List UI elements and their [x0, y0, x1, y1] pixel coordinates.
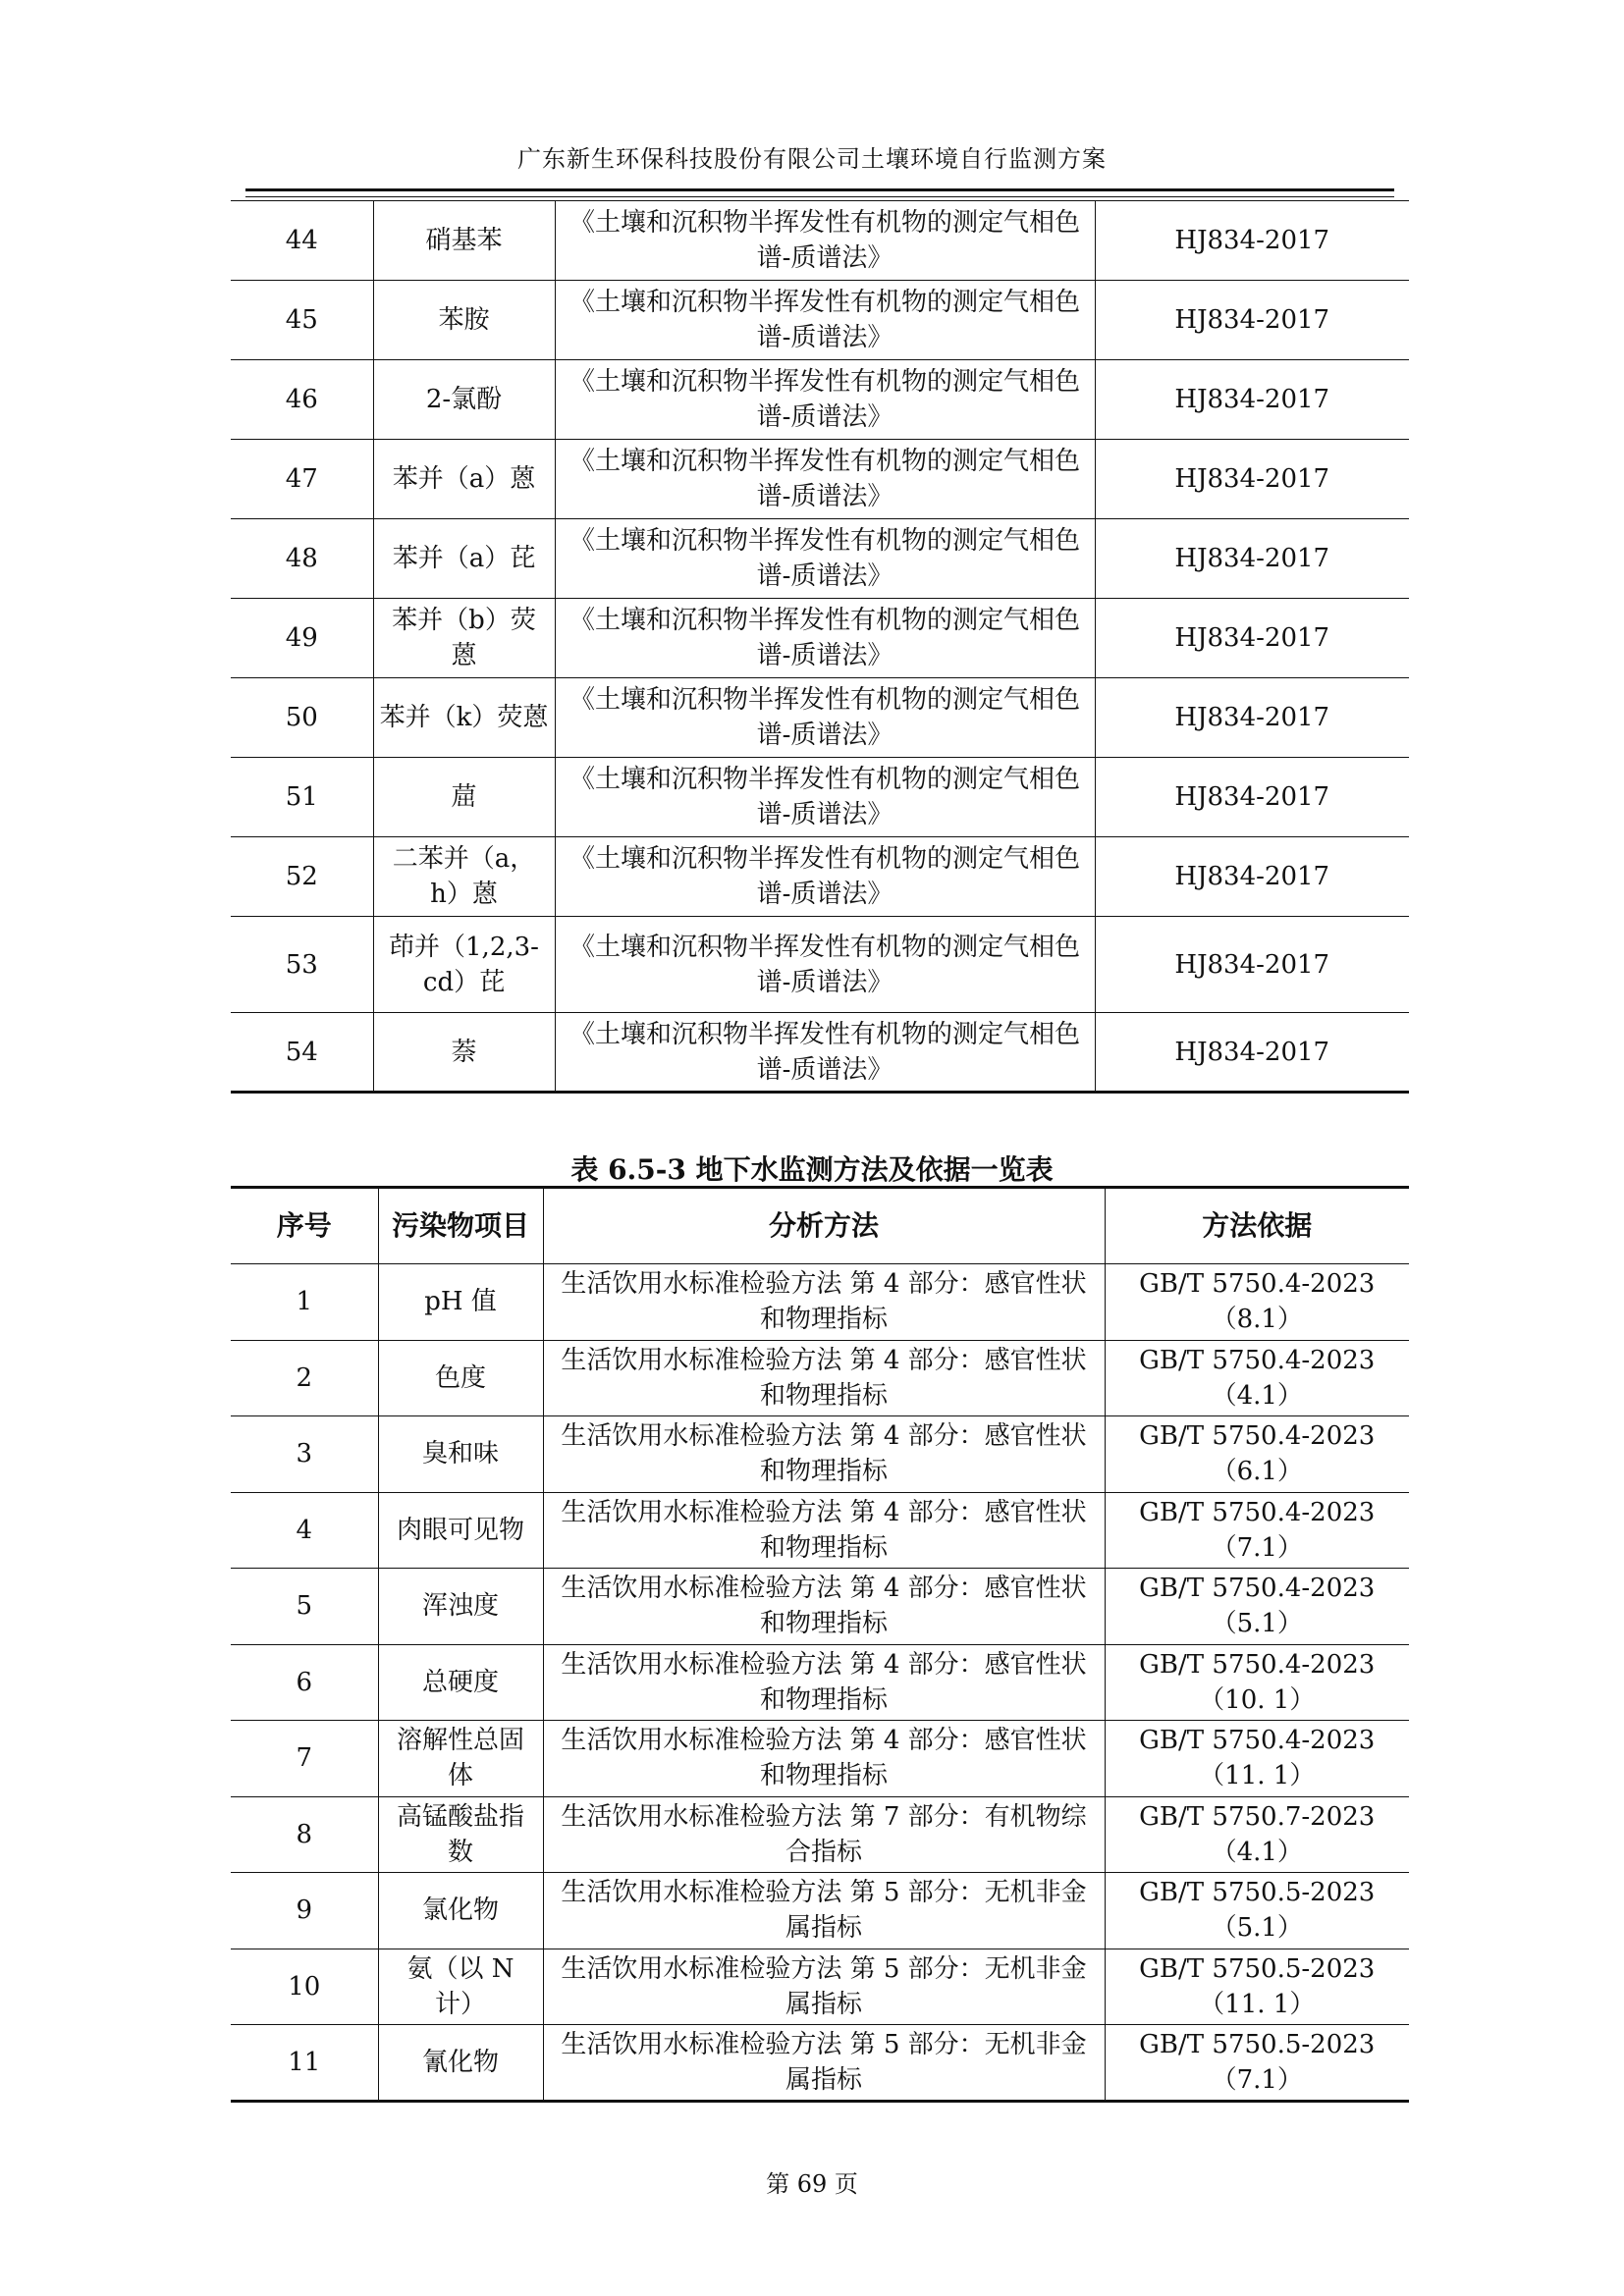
cell-no: 9 — [231, 1873, 378, 1949]
cell-method: 《土壤和沉积物半挥发性有机物的测定气相色谱-质谱法》 — [555, 599, 1095, 678]
cell-item: 硝基苯 — [373, 201, 555, 281]
table-row — [231, 1644, 1409, 1721]
cell-no: 4 — [231, 1492, 378, 1569]
cell-item: 苯并（a）蒽 — [373, 440, 555, 519]
gw-header-no: 序号 — [231, 1188, 378, 1264]
table-row — [231, 440, 1409, 519]
soil-method-table — [231, 200, 1409, 1094]
cell-item: 萘 — [373, 1013, 555, 1093]
cell-no: 45 — [231, 281, 373, 360]
cell-item: 䓛 — [373, 758, 555, 837]
table-row — [231, 1264, 1409, 1341]
cell-method: 生活饮用水标准检验方法 第 4 部分：感官性状和物理指标 — [543, 1340, 1105, 1416]
table-row — [231, 360, 1409, 440]
cell-item: 氯化物 — [378, 1873, 543, 1949]
table-row — [231, 1492, 1409, 1569]
cell-method: 生活饮用水标准检验方法 第 4 部分：感官性状和物理指标 — [543, 1721, 1105, 1797]
cell-method: 《土壤和沉积物半挥发性有机物的测定气相色谱-质谱法》 — [555, 678, 1095, 758]
cell-method: 生活饮用水标准检验方法 第 4 部分：感官性状和物理指标 — [543, 1644, 1105, 1721]
cell-basis: HJ834-2017 — [1095, 281, 1409, 360]
cell-method: 生活饮用水标准检验方法 第 4 部分：感官性状和物理指标 — [543, 1416, 1105, 1493]
gw-table-caption: 表 6.5-3 地下水监测方法及依据一览表 — [570, 1153, 1054, 1186]
cell-basis: HJ834-2017 — [1095, 678, 1409, 758]
cell-basis: GB/T 5750.4-2023（6.1） — [1105, 1416, 1409, 1493]
cell-no: 50 — [231, 678, 373, 758]
cell-no: 10 — [231, 1949, 378, 2025]
cell-no: 47 — [231, 440, 373, 519]
cell-item: 高锰酸盐指数 — [378, 1796, 543, 1873]
cell-basis: GB/T 5750.5-2023（11. 1） — [1105, 1949, 1409, 2025]
table-row — [231, 1796, 1409, 1873]
cell-item: 二苯并（a，h）蒽 — [373, 837, 555, 917]
cell-method: 生活饮用水标准检验方法 第 4 部分：感官性状和物理指标 — [543, 1569, 1105, 1645]
cell-item: 色度 — [378, 1340, 543, 1416]
cell-no: 53 — [231, 917, 373, 1013]
cell-basis: HJ834-2017 — [1095, 201, 1409, 281]
cell-item: 臭和味 — [378, 1416, 543, 1493]
cell-method: 《土壤和沉积物半挥发性有机物的测定气相色谱-质谱法》 — [555, 281, 1095, 360]
table-row — [231, 1416, 1409, 1493]
cell-method: 《土壤和沉积物半挥发性有机物的测定气相色谱-质谱法》 — [555, 1013, 1095, 1093]
page-number: 第 69 页 — [766, 2170, 858, 2198]
cell-basis: GB/T 5750.5-2023（5.1） — [1105, 1873, 1409, 1949]
cell-basis: GB/T 5750.5-2023（7.1） — [1105, 2025, 1409, 2102]
cell-basis: GB/T 5750.4-2023（10. 1） — [1105, 1644, 1409, 1721]
cell-item: 总硬度 — [378, 1644, 543, 1721]
cell-method: 《土壤和沉积物半挥发性有机物的测定气相色谱-质谱法》 — [555, 440, 1095, 519]
cell-item: 苯并（a）芘 — [373, 519, 555, 599]
cell-method: 《土壤和沉积物半挥发性有机物的测定气相色谱-质谱法》 — [555, 519, 1095, 599]
table-row — [231, 837, 1409, 917]
cell-item: 氨（以 N 计） — [378, 1949, 543, 2025]
cell-no: 51 — [231, 758, 373, 837]
cell-method: 《土壤和沉积物半挥发性有机物的测定气相色谱-质谱法》 — [555, 917, 1095, 1013]
cell-no: 46 — [231, 360, 373, 440]
cell-no: 2 — [231, 1340, 378, 1416]
cell-no: 54 — [231, 1013, 373, 1093]
table-row — [231, 678, 1409, 758]
cell-no: 52 — [231, 837, 373, 917]
cell-method: 《土壤和沉积物半挥发性有机物的测定气相色谱-质谱法》 — [555, 360, 1095, 440]
cell-item: 2-氯酚 — [373, 360, 555, 440]
cell-basis: GB/T 5750.4-2023（11. 1） — [1105, 1721, 1409, 1797]
cell-no: 48 — [231, 519, 373, 599]
cell-item: pH 值 — [378, 1264, 543, 1341]
cell-no: 49 — [231, 599, 373, 678]
table-row — [231, 519, 1409, 599]
header-rule-thin — [245, 196, 1394, 197]
cell-basis: HJ834-2017 — [1095, 1013, 1409, 1093]
cell-basis: GB/T 5750.4-2023（4.1） — [1105, 1340, 1409, 1416]
cell-method: 生活饮用水标准检验方法 第 5 部分：无机非金属指标 — [543, 2025, 1105, 2102]
table-row — [231, 2025, 1409, 2102]
gw-header-basis: 方法依据 — [1105, 1188, 1409, 1264]
cell-basis: HJ834-2017 — [1095, 758, 1409, 837]
cell-method: 生活饮用水标准检验方法 第 5 部分：无机非金属指标 — [543, 1949, 1105, 2025]
groundwater-method-table — [231, 1186, 1409, 2103]
table-row — [231, 1721, 1409, 1797]
cell-item: 浑浊度 — [378, 1569, 543, 1645]
gw-header-item: 污染物项目 — [378, 1188, 543, 1264]
cell-no: 8 — [231, 1796, 378, 1873]
cell-item: 肉眼可见物 — [378, 1492, 543, 1569]
cell-item: 茚并（1,2,3-cd）芘 — [373, 917, 555, 1013]
cell-basis: HJ834-2017 — [1095, 519, 1409, 599]
cell-no: 5 — [231, 1569, 378, 1645]
cell-no: 11 — [231, 2025, 378, 2102]
cell-item: 氰化物 — [378, 2025, 543, 2102]
cell-basis: GB/T 5750.4-2023（5.1） — [1105, 1569, 1409, 1645]
cell-method: 《土壤和沉积物半挥发性有机物的测定气相色谱-质谱法》 — [555, 758, 1095, 837]
cell-basis: HJ834-2017 — [1095, 360, 1409, 440]
table-row — [231, 201, 1409, 281]
cell-item: 溶解性总固体 — [378, 1721, 543, 1797]
cell-method: 生活饮用水标准检验方法 第 7 部分：有机物综合指标 — [543, 1796, 1105, 1873]
table-row — [231, 1949, 1409, 2025]
cell-no: 1 — [231, 1264, 378, 1341]
table-row — [231, 917, 1409, 1013]
cell-method: 生活饮用水标准检验方法 第 4 部分：感官性状和物理指标 — [543, 1492, 1105, 1569]
cell-no: 3 — [231, 1416, 378, 1493]
table-row — [231, 1569, 1409, 1645]
table-row — [231, 1013, 1409, 1093]
table-row — [231, 599, 1409, 678]
cell-method: 《土壤和沉积物半挥发性有机物的测定气相色谱-质谱法》 — [555, 837, 1095, 917]
cell-basis: HJ834-2017 — [1095, 599, 1409, 678]
cell-basis: HJ834-2017 — [1095, 837, 1409, 917]
cell-item: 苯并（b）荧蒽 — [373, 599, 555, 678]
table-row — [231, 758, 1409, 837]
cell-basis: GB/T 5750.4-2023（8.1） — [1105, 1264, 1409, 1341]
cell-basis: GB/T 5750.7-2023（4.1） — [1105, 1796, 1409, 1873]
cell-basis: HJ834-2017 — [1095, 440, 1409, 519]
cell-no: 6 — [231, 1644, 378, 1721]
cell-method: 生活饮用水标准检验方法 第 5 部分：无机非金属指标 — [543, 1873, 1105, 1949]
cell-no: 44 — [231, 201, 373, 281]
table-row — [231, 1873, 1409, 1949]
cell-no: 7 — [231, 1721, 378, 1797]
cell-method: 生活饮用水标准检验方法 第 4 部分：感官性状和物理指标 — [543, 1264, 1105, 1341]
gw-header-method: 分析方法 — [543, 1188, 1105, 1264]
cell-item: 苯并（k）荧蒽 — [373, 678, 555, 758]
table-row — [231, 281, 1409, 360]
cell-basis: HJ834-2017 — [1095, 917, 1409, 1013]
document-header-title: 广东新生环保科技股份有限公司土壤环境自行监测方案 — [517, 145, 1107, 173]
cell-basis: GB/T 5750.4-2023（7.1） — [1105, 1492, 1409, 1569]
table-row — [231, 1340, 1409, 1416]
cell-item: 苯胺 — [373, 281, 555, 360]
header-rule-thick — [245, 188, 1394, 191]
cell-method: 《土壤和沉积物半挥发性有机物的测定气相色谱-质谱法》 — [555, 201, 1095, 281]
